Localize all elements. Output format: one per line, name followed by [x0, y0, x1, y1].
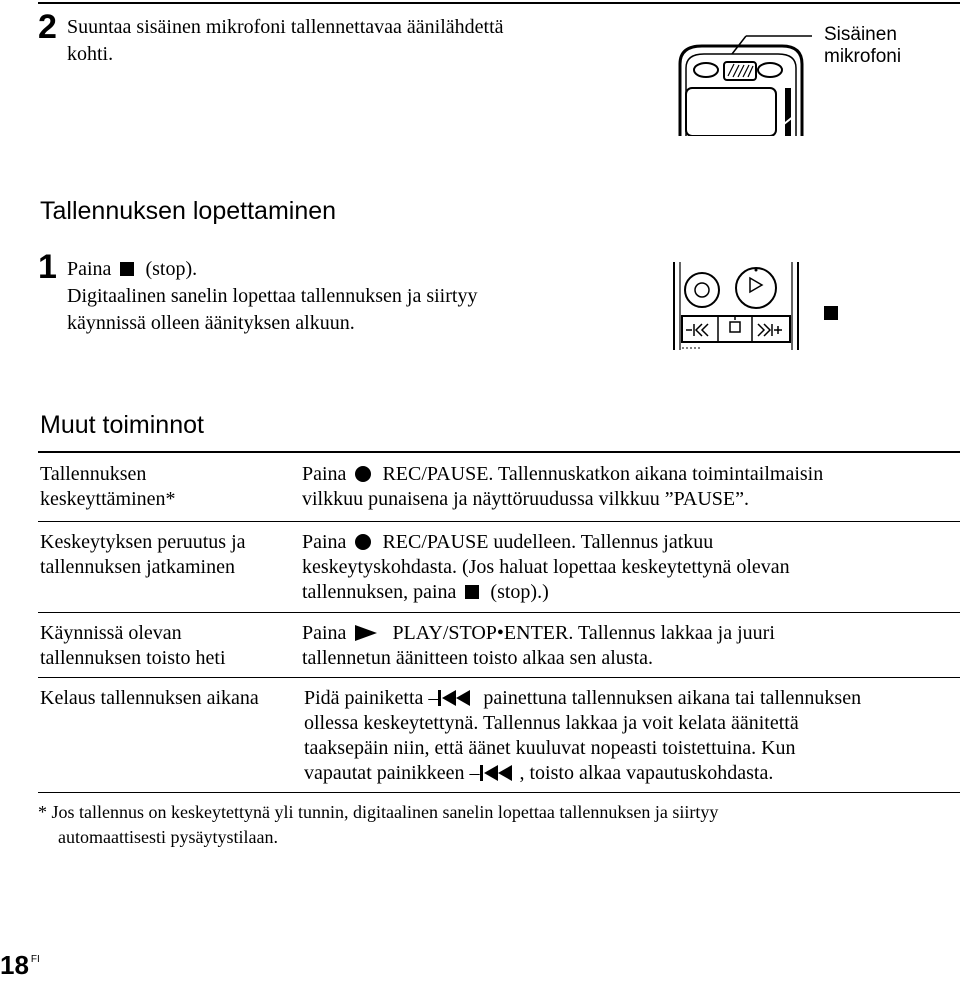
section-rule-2 — [38, 792, 960, 793]
stop-line1-suffix: (stop). — [145, 258, 198, 280]
row-rule — [38, 677, 960, 678]
other-section-heading: Muut toiminnot — [40, 411, 204, 439]
top-rule — [38, 2, 960, 4]
function-label — [40, 530, 290, 580]
step2-text — [67, 14, 504, 68]
step2-line2: kohti. — [67, 43, 114, 65]
play-triangle-icon — [355, 625, 377, 641]
footnote-line2: automaattisesti pysäytystilaan. — [58, 827, 278, 847]
function-label — [40, 621, 290, 671]
function-desc — [302, 621, 946, 671]
footnote — [38, 800, 930, 850]
step-number-2: 2 — [38, 8, 57, 46]
stop-line3: käynnissä olleen äänityksen alkuun. — [67, 312, 355, 334]
rewind-icon — [438, 690, 472, 706]
stop-square-icon — [120, 262, 134, 276]
stop-line1 — [67, 256, 477, 283]
page-number-value: 18 — [0, 950, 29, 980]
footnote-line1: * Jos tallennus on keskeytettynä yli tunnin, digitaalinen sanelin lopettaa tallennuksen ja siirtyy — [38, 802, 719, 822]
desc-text: REC/PAUSE. Tallennuskatkon aikana toimintailmaisin — [382, 463, 824, 485]
label-line: Kelaus tallennuksen aikana — [40, 687, 259, 709]
label-line: tallennuksen toisto heti — [40, 647, 226, 669]
record-dot-icon — [355, 466, 371, 482]
desc-line: taaksepäin niin, että äänet kuuluvat nopeasti toistettuina. Kun — [304, 737, 796, 759]
desc-line: tallennetun äänitteen toisto alkaa sen alusta. — [302, 647, 653, 669]
recorder-buttons-illustration — [670, 262, 850, 354]
desc-line — [304, 761, 946, 786]
desc-text: , toisto alkaa vapautuskohdasta. — [519, 762, 774, 784]
function-label — [40, 462, 290, 512]
stop-section-heading: Tallennuksen lopettaminen — [40, 197, 337, 225]
rewind-icon — [480, 765, 514, 781]
function-desc — [304, 686, 946, 786]
mic-callout-line1: Sisäinen — [824, 24, 897, 45]
page-number — [0, 950, 40, 981]
desc-prefix: Paina — [302, 463, 347, 485]
desc-prefix: Paina — [302, 622, 347, 644]
label-line: Tallennuksen — [40, 463, 147, 485]
function-desc — [302, 462, 946, 512]
label-line: Keskeytyksen peruutus ja — [40, 531, 246, 553]
function-label — [40, 686, 310, 711]
page-language-code: FI — [30, 954, 40, 965]
label-line: keskeyttäminen* — [40, 488, 176, 510]
record-dot-icon — [355, 534, 371, 550]
desc-line — [302, 621, 946, 646]
label-line: tallennuksen jatkaminen — [40, 556, 235, 578]
desc-text: (stop).) — [490, 581, 549, 603]
step-number-1: 1 — [38, 248, 57, 286]
stop-line2: Digitaalinen sanelin lopettaa tallennuksen ja siirtyy — [67, 285, 478, 307]
desc-prefix: Paina — [302, 531, 347, 553]
desc-text: Pidä painiketta – — [304, 687, 439, 709]
stop-line1-prefix: Paina — [67, 258, 112, 280]
label-line: Käynnissä olevan — [40, 622, 182, 644]
desc-line — [302, 580, 946, 605]
function-desc — [302, 530, 946, 605]
desc-text: vapautat painikkeen – — [304, 762, 480, 784]
desc-line — [304, 686, 946, 711]
desc-text: REC/PAUSE uudelleen. Tallennus jatkuu — [382, 531, 714, 553]
desc-line: keskeytyskohdasta. (Jos haluat lopettaa keskeytettynä olevan — [302, 556, 790, 578]
recorder-top-illustration — [672, 24, 812, 136]
step2-line1: Suuntaa sisäinen mikrofoni tallennettavaa äänilähdettä — [67, 16, 504, 38]
row-rule — [38, 521, 960, 522]
row-rule — [38, 612, 960, 613]
stop-square-icon — [465, 585, 479, 599]
section-rule-1 — [38, 451, 960, 453]
mic-callout-line2: mikrofoni — [824, 46, 902, 67]
desc-line: vilkkuu punaisena ja näyttöruudussa vilkkuu ”PAUSE”. — [302, 488, 749, 510]
mic-callout — [824, 24, 901, 68]
desc-text: PLAY/STOP•ENTER. Tallennus lakkaa ja juuri — [392, 622, 775, 644]
stop-section-text — [67, 256, 477, 337]
desc-line — [302, 462, 946, 487]
desc-line: ollessa keskeytettynä. Tallennus lakkaa ja voit kelata äänitettä — [304, 712, 799, 734]
desc-line — [302, 530, 946, 555]
desc-text: tallennuksen, paina — [302, 581, 457, 603]
desc-text: painettuna tallennuksen aikana tai tallennuksen — [483, 687, 862, 709]
